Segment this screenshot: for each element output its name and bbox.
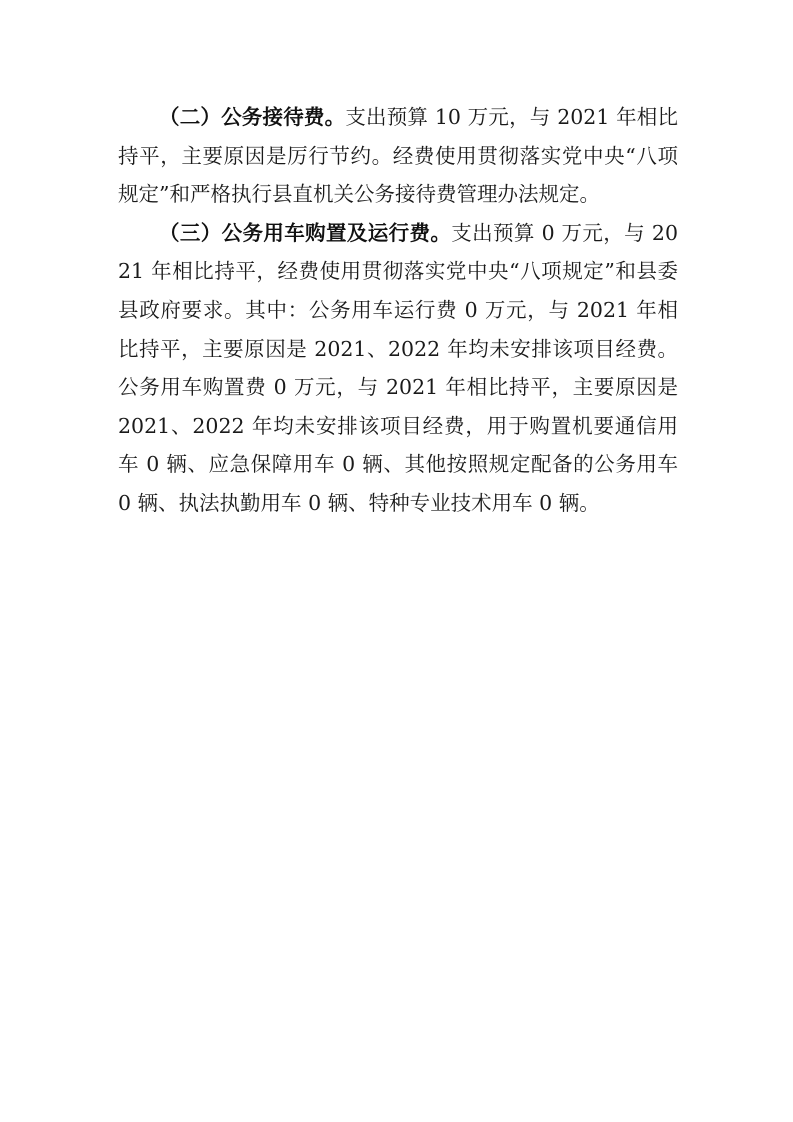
section-heading-vehicle: （三）公务用车购置及运行费。 <box>159 220 452 245</box>
paragraph-vehicle-expenses <box>118 214 678 523</box>
paragraph-reception-expenses <box>118 98 678 214</box>
section-body-vehicle: 支出预算 0 万元，与 2021 年相比持平，经费使用贯彻落实党中央“八项规定”和县委县政府要求。其中：公务用车运行费 0 万元，与 2021 年相比持平，主要原因是 2021、2022 年均未安排该项目经费。公务用车购置费 0 万元，与 2021 年相比持平，主要原因是 2021、2022 年均未安排该项目经费，用于购置机要通信用车 0 辆、应急保障用车 0 辆、其他按照规定配备的公务用车 0 辆、执法执勤用车 0 辆、特种专业技术用车 0 辆。 <box>118 220 678 515</box>
document-body <box>118 98 678 523</box>
section-body-reception: 支出预算 10 万元，与 2021 年相比持平，主要原因是厉行节约。经费使用贯彻落实党中央“八项规定”和严格执行县直机关公务接待费管理办法规定。 <box>118 105 678 207</box>
section-heading-reception: （二）公务接待费。 <box>159 105 346 129</box>
